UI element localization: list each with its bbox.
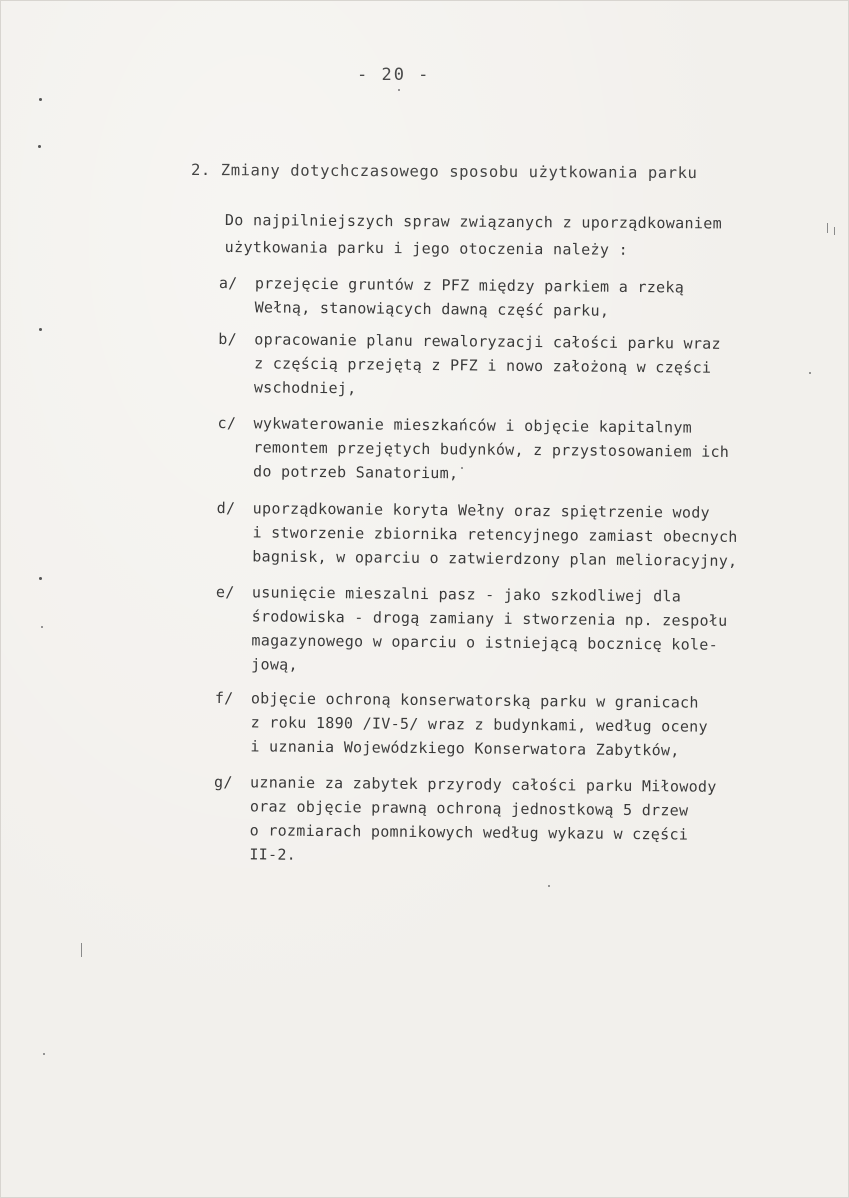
item-line: z częścią przejętą z PFZ i nowo założoną w części [254,354,712,377]
scan-speck [38,145,41,148]
item-marker: g/ [214,772,233,792]
intro-line: użytkowania parku i jego otoczenia należy : [224,237,629,259]
list-item [218,327,819,405]
scan-mark [827,223,828,233]
list-item [217,411,818,489]
section-heading: 2. Zmiany dotychczasowego sposobu użytkowania parku [190,161,698,183]
item-line: przejęcie gruntów z PFZ między parkiem a rzeką [254,274,685,297]
item-line: z roku 1890 /IV-5/ wraz z budynkami, według oceny [250,713,708,736]
scan-speck [39,328,42,331]
item-line: oraz objęcie prawną ochroną jednostkową 5 drzew [249,797,689,820]
scan-speck [41,626,43,628]
scan-speck [548,885,550,887]
item-line: wschodniej, [253,378,357,398]
scan-mark [81,943,82,957]
item-marker: a/ [218,273,238,293]
list-item [216,496,817,574]
item-line: opracowanie planu rewaloryzacji całości parku wraz [254,330,721,353]
scan-speck [461,467,463,469]
item-line: Wełną, stanowiących dawną część parku, [254,298,610,320]
item-line: o rozmiarach pomnikowych według wykazu w części [249,821,689,844]
scan-speck [39,577,42,580]
list-item [213,770,814,872]
item-line: magazynowego w oparciu o istniejącą bocznicę kole- [251,631,719,654]
action-item-list [213,271,819,872]
item-line: objęcie ochroną konserwatorską parku w granicach [250,689,699,712]
item-marker: f/ [214,688,234,708]
item-line: remontem przejętych budynków, z przystosowaniem ich [253,438,730,461]
item-line: usunięcie mieszalni pasz - jako szkodliwej dla [251,583,682,606]
scan-speck [43,1053,45,1055]
item-line: jową, [251,655,298,674]
intro-line: Do najpilniejszych spraw związanych z uporządkowaniem [224,210,723,233]
scan-speck [39,98,42,101]
item-line: bagnisk, w oparciu o zatwierdzony plan melioracyjny, [252,547,738,570]
scan-speck [398,89,400,91]
item-marker: d/ [216,498,236,518]
item-line: i uznania Wojewódzkiego Konserwatora Zabytków, [250,737,680,760]
item-line: i stworzenie zbiornika retencyjnego zamiast obecnych [252,523,738,546]
list-item [215,580,816,682]
item-marker: c/ [217,413,237,433]
list-item [219,271,819,325]
item-marker: b/ [218,329,238,349]
item-marker: e/ [215,582,235,602]
item-line: uporządkowanie koryta Wełny oraz spiętrzenie wody [252,499,711,522]
item-line: II-2. [249,845,297,864]
item-line: środowiska - drogą zamiany i stworzenia np. zespołu [251,607,728,630]
item-line: uznanie za zabytek przyrody całości parku Miłowody [250,773,717,796]
page-number: - 20 - [357,65,431,85]
item-line: do potrzeb Sanatorium, [252,462,459,483]
scan-mark [834,227,835,235]
intro-paragraph [225,207,825,265]
scan-speck [809,372,811,374]
list-item [214,686,815,764]
item-line: wykwaterowanie mieszkańców i objęcie kapitalnym [253,414,693,437]
